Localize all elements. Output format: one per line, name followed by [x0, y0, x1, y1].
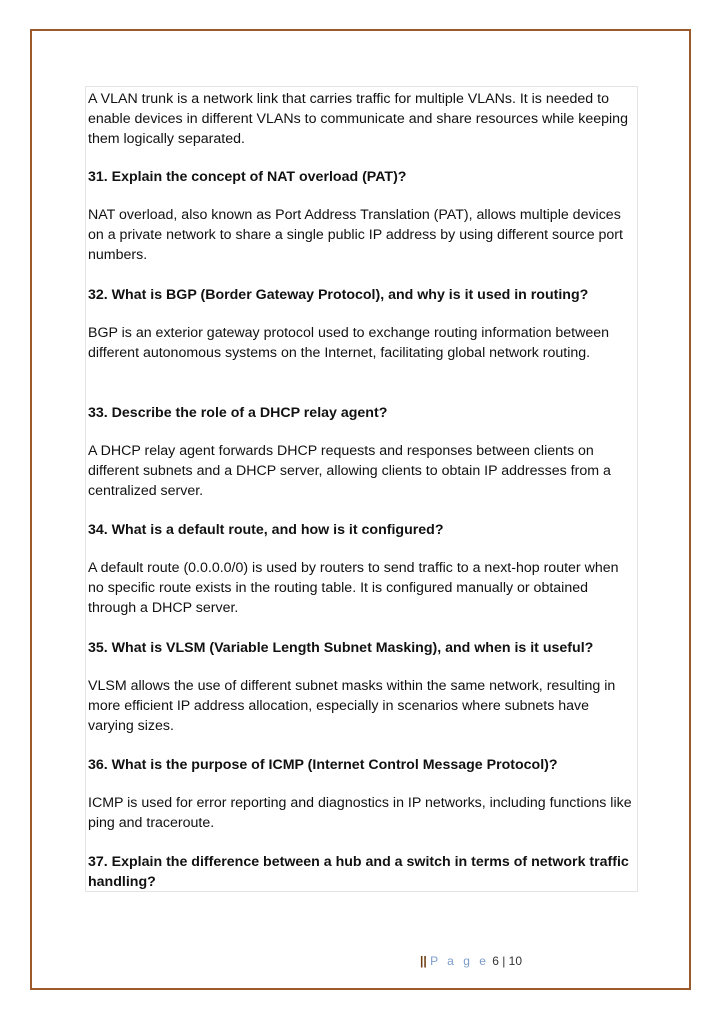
question-33: 33. Describe the role of a DHCP relay agent? [88, 405, 388, 421]
answer-34: A default route (0.0.0.0/0) is used by routers to send traffic to a next-hop router when no specific route exists in the routing table. It is configured manually or obtained through a DHCP server. [88, 560, 619, 616]
answer-31: NAT overload, also known as Port Address Translation (PAT), allows multiple devices on a private network to share a single public IP address by using different source port numbers. [88, 207, 623, 263]
footer-page-number: 6 | 10 [492, 954, 523, 968]
question-34: 34. What is a default route, and how is it configured? [88, 522, 444, 538]
answer-32: BGP is an exterior gateway protocol used to exchange routing information between different autonomous systems on the Internet, facilitating global network routing. [88, 325, 610, 361]
footer-separator: || [420, 954, 427, 968]
question-32: 32. What is BGP (Border Gateway Protocol), and why is it used in routing? [88, 287, 589, 303]
question-31: 31. Explain the concept of NAT overload (PAT)? [88, 169, 407, 185]
document-body [85, 86, 638, 892]
answer-33: A DHCP relay agent forwards DHCP requests and responses between clients on different subnets and a DHCP server, allowing clients to obtain IP addresses from a centralized server. [88, 443, 611, 499]
question-35: 35. What is VLSM (Variable Length Subnet Masking), and when is it useful? [88, 640, 594, 656]
answer-36: ICMP is used for error reporting and diagnostics in IP networks, including functions like ping and traceroute. [88, 795, 632, 831]
page-footer [420, 954, 522, 968]
answer-35: VLSM allows the use of different subnet masks within the same network, resulting in more efficient IP address allocation, especially in scenarios where subnets have varying sizes. [88, 678, 616, 734]
footer-page-label: P a g e [430, 954, 489, 968]
intro-paragraph: A VLAN trunk is a network link that carries traffic for multiple VLANs. It is needed to enable devices in different VLANs to communicate and share resources while keeping them logically separated. [88, 91, 628, 147]
question-36: 36. What is the purpose of ICMP (Internet Control Message Protocol)? [88, 757, 558, 773]
question-37: 37. Explain the difference between a hub and a switch in terms of network traffic handling? [88, 854, 629, 890]
